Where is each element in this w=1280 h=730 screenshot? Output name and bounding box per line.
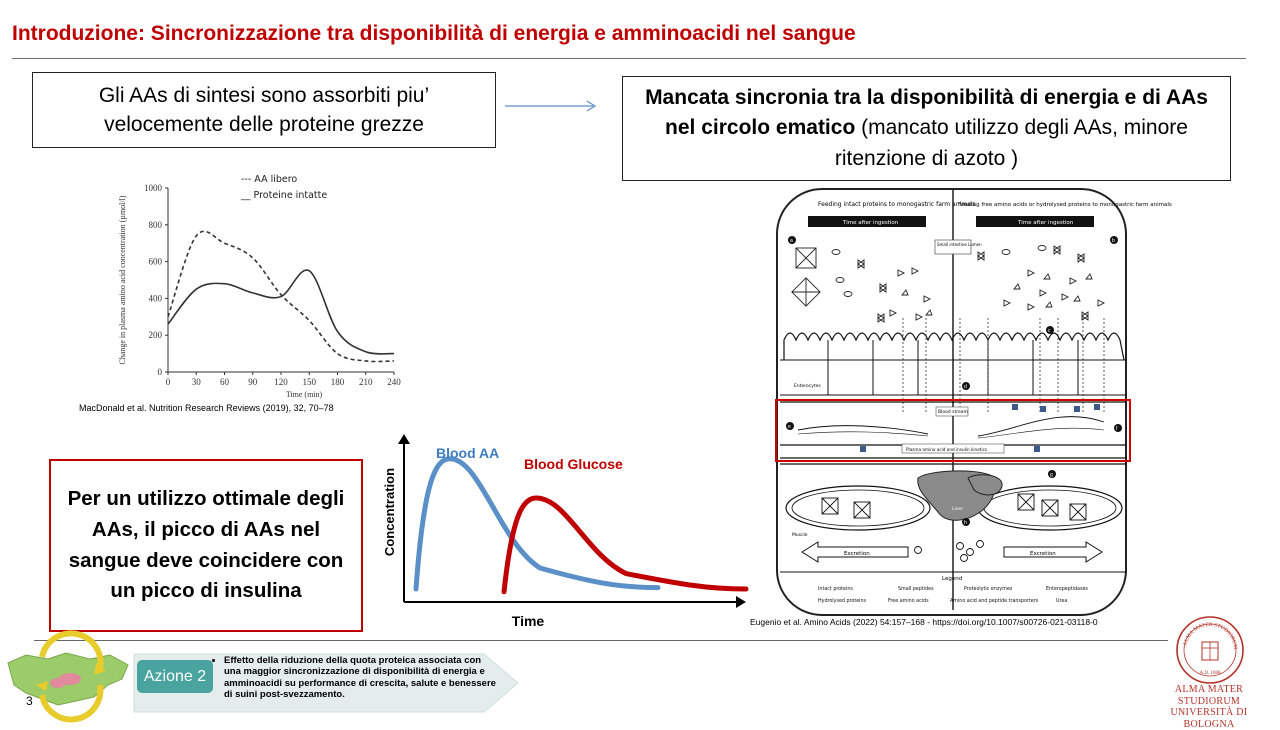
marker-a: a: [790, 238, 793, 244]
plasma-chart-x-tick-label: 120: [274, 377, 288, 387]
university-line-2: UNIVERSITÀ DI BOLOGNA: [1170, 707, 1248, 730]
footer-divider: [34, 640, 1168, 641]
title-divider: [12, 58, 1246, 59]
plasma-chart-y-tick-label: 600: [148, 256, 162, 267]
blood-glucose-label: Blood Glucose: [524, 456, 623, 472]
plasma-chart-x-tick-label: 90: [248, 377, 258, 387]
plasma-chart-xlabel: Time (min): [285, 390, 323, 399]
blood-stream-highlight: [775, 399, 1131, 462]
marker-f: f: [1116, 426, 1118, 432]
marker-h: h: [964, 520, 967, 526]
diagram-enterocytes-label: Enterocytes: [794, 384, 821, 389]
diagram-excretion-left: Excretion: [844, 551, 870, 557]
plasma-chart-y-tick-label: 0: [157, 367, 162, 377]
time-axis-label: Time: [511, 613, 545, 629]
legend-hydrolysed-item: Hydrolysed proteins: [818, 599, 867, 604]
diagram-right-header: Feeding free amino acids or hydrolysed proteins to monogastric farm animals: [958, 202, 1172, 208]
legend-small-peptides-item: Small peptides: [898, 587, 934, 592]
diagram-time-right: Time after ingestion: [1018, 220, 1074, 226]
mismatch-normal-text: (mancato utilizzo degli AAs, minore ritenzione di azoto ): [834, 116, 1188, 170]
marker-c: c: [1048, 328, 1051, 334]
diagram-kinetics-label: Plasma amino acid and insulin kinetics: [906, 447, 988, 452]
action-2-description: [214, 655, 498, 701]
mismatch-bold-text: Mancata sincronia tra la disponibilità di energia e di AAs nel circolo ematico: [645, 85, 1208, 140]
diagram-legend-title: Legend: [942, 576, 963, 582]
seal-year: A.D. 1088: [1199, 671, 1221, 676]
legend-free-aa-item: Free amino acids: [888, 599, 929, 604]
marker-b: b: [1112, 238, 1115, 244]
plasma-chart-x-tick-label: 30: [191, 377, 201, 387]
plasma-chart-y-tick-label: 800: [148, 219, 162, 230]
plasma-chart-x-tick-label: 60: [220, 377, 229, 387]
diagram-excretion-right: Excretion: [1030, 551, 1056, 557]
blood-aa-label: Blood AA: [436, 445, 500, 461]
legend-intact-proteins: __ Proteine intatte: [241, 190, 328, 201]
diagram-left-header: Feeding intact proteins to monogastric farm animals: [818, 201, 976, 208]
synthetic-aa-text: Gli AAs di sintesi sono assorbiti piu’ velocemente delle proteine grezze: [98, 83, 430, 136]
plasma-chart-y-tick-label: 400: [148, 293, 162, 304]
plasma-chart-y-tick-label: 200: [148, 330, 162, 341]
plasma-chart-x-tick-label: 180: [330, 377, 345, 387]
plasma-chart-y-tick-label: 1000: [144, 183, 162, 193]
plasma-chart-ylabel: Change in plasma amino acid concentration (µmol/l): [118, 195, 127, 365]
diagram-muscle-label: Muscle: [792, 533, 808, 538]
seal-text: ALMA MATER STUDIORUM: [1182, 621, 1239, 650]
intact-protein-series-line: [168, 270, 394, 354]
diagram-lumen-label: Small intestine Lumen: [937, 242, 982, 247]
right-arrow-icon: [503, 98, 603, 114]
legend-transporters-item: Amino acid and peptide transporters: [950, 599, 1039, 604]
legend-urea-item: Urea: [1056, 599, 1068, 604]
optimal-use-text: Per un utilizzo ottimale degli AAs, il picco di AAs nel sangue deve coincidere con un picco di insulina: [67, 487, 345, 603]
lumen-proteins: [792, 246, 1104, 323]
legend-intact-proteins-item: Intact proteins: [818, 587, 853, 592]
optimal-use-box: [49, 459, 363, 632]
marker-d: d: [964, 384, 967, 390]
marker-e: e: [788, 424, 791, 430]
diagram-liver-label: Liver: [952, 507, 964, 512]
page-number: 3: [26, 694, 33, 708]
diagram-blood-stream-label: Blood stream: [938, 410, 968, 415]
action-2-bullet: • Effetto della riduzione della quota proteica associata con una maggior sincronizzazione di disponibilità di energia e amminoacidi su performance di crescita, salute e benessere di suini post-svezzamento.: [224, 655, 498, 701]
plasma-chart-x-tick-label: 210: [359, 377, 373, 387]
legend-free-aa: --- AA libero: [241, 174, 298, 185]
action-2-badge: Azione 2: [137, 660, 213, 693]
blood-aa-glucose-chart: [378, 426, 758, 636]
blood-glucose-curve: [504, 498, 746, 592]
marker-g: g: [1050, 472, 1053, 478]
university-line-1: ALMA MATER STUDIORUM: [1174, 684, 1244, 707]
plasma-chart-x-tick-label: 0: [165, 377, 171, 387]
concentration-axis-arrow-icon: [398, 434, 410, 444]
university-name: [1145, 684, 1273, 730]
plasma-chart-x-tick-label: 240: [387, 377, 401, 387]
legend-proteolytic-item: Proteolytic enzymes: [964, 587, 1013, 592]
diagram-time-left: Time after ingestion: [843, 220, 899, 226]
slide-title: Introduzione: Sincronizzazione tra disponibilità di energia e amminoacidi nel sangue: [12, 22, 856, 45]
macdonald-citation: MacDonald et al. Nutrition Research Reviews (2019), 32, 70–78: [79, 403, 334, 413]
synthetic-aa-box: [32, 72, 496, 148]
time-axis-arrow-icon: [736, 596, 746, 608]
concentration-axis-label: Concentration: [382, 467, 397, 557]
legend-enteropeptidases-item: Enteropeptidases: [1046, 587, 1088, 592]
plasma-aa-chart: [112, 168, 412, 400]
mismatch-box: [622, 76, 1231, 181]
plasma-chart-x-tick-label: 150: [302, 377, 316, 387]
eugenio-citation: Eugenio et al. Amino Acids (2022) 54:157–168 - https://doi.org/10.1007/s00726-021-03118-0: [750, 617, 1098, 627]
university-seal-logo: [1172, 612, 1248, 688]
